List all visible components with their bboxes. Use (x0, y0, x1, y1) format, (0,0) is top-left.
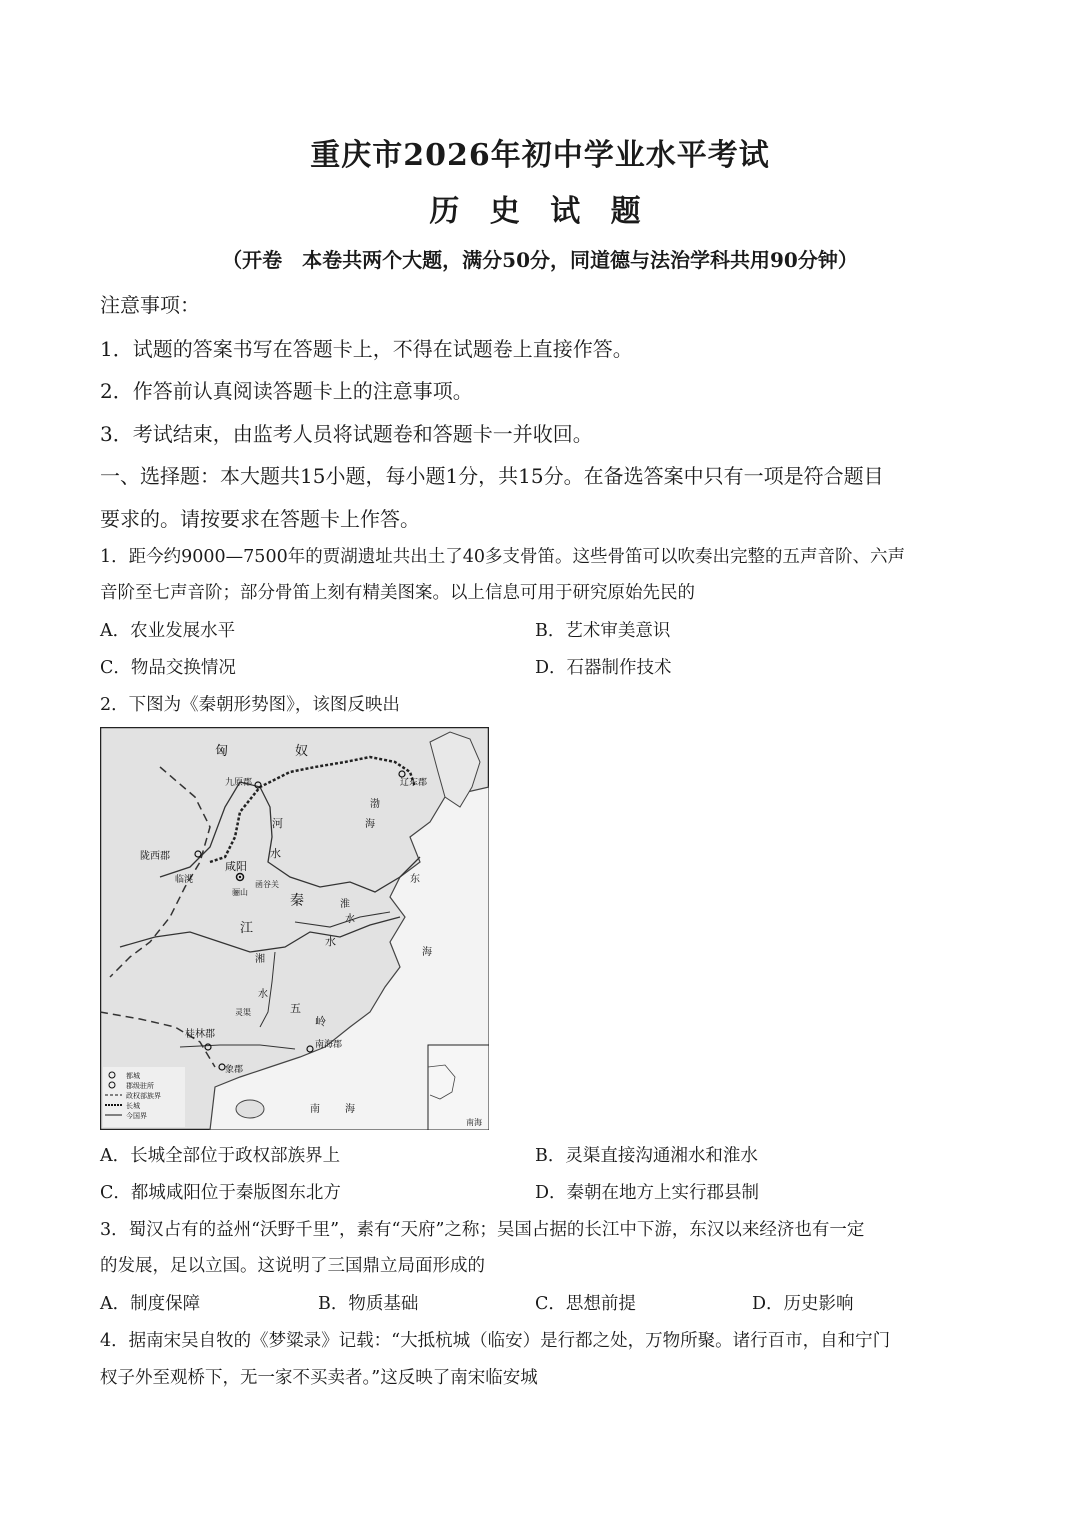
map-label: 匈 (215, 744, 229, 759)
map-inset-label: 南海 (466, 1118, 482, 1127)
map-label: 南 (310, 1104, 320, 1115)
q2-option-d: D．秦朝在地方上实行郡县制 (535, 1183, 760, 1203)
map-label: 东 (410, 874, 420, 885)
q1-option-c: C．物品交换情况 (100, 658, 236, 678)
map-label: 秦 (290, 893, 304, 909)
q1-option-a: A．农业发展水平 (100, 621, 236, 641)
map-label: 陇西郡 (140, 851, 170, 862)
legend-entry: 都城 (126, 1072, 140, 1080)
q3-option-c: C．思想前提 (535, 1294, 636, 1314)
map-label: 骊山 (232, 888, 248, 897)
exam-title: 重庆市2026年初中学业水平考试 (310, 138, 770, 173)
q3-option-b: B．物质基础 (318, 1294, 419, 1314)
qin-dynasty-map (100, 727, 489, 1130)
section-heading: 一、选择题：本大题共15小题，每小题1分，共15分。在备选答案中只有一项是符合题目 (100, 464, 884, 488)
exam-info: （开卷 本卷共两个大题，满分50分，同道德与法治学科共用90分钟） (222, 248, 858, 272)
q3-option-a: A．制度保障 (100, 1294, 201, 1314)
legend-entry: 政权部族界 (126, 1092, 161, 1100)
map-label: 水 (258, 989, 268, 1000)
map-label: 南海郡 (315, 1040, 343, 1050)
map-label: 灵渠 (235, 1008, 251, 1017)
notice-item: 3．考试结束，由监考人员将试题卷和答题卡一并收回。 (100, 422, 593, 446)
map-label: 辽东郡 (400, 778, 428, 788)
map-label: 函谷关 (255, 880, 279, 889)
q2-option-c: C．都城咸阳位于秦版图东北方 (100, 1183, 341, 1203)
map-label: 咸阳 (225, 860, 247, 873)
q1-option-d: D．石器制作技术 (535, 658, 672, 678)
legend-entry: 今国界 (126, 1112, 147, 1120)
map-label: 海 (345, 1104, 355, 1115)
map-label: 桂林郡 (185, 1029, 215, 1040)
subject-title: 历 史 试 题 (429, 194, 651, 229)
map-label: 奴 (295, 744, 309, 759)
notice-item: 1．试题的答案书写在答题卡上，不得在试题卷上直接作答。 (100, 337, 633, 361)
question-2-stem: 2．下图为《秦朝形势图》，该图反映出 (100, 695, 400, 715)
q2-option-b: B．灵渠直接沟通湘水和淮水 (535, 1146, 758, 1166)
map-label: 海 (365, 819, 375, 830)
q1-option-b: B．艺术审美意识 (535, 621, 671, 641)
map-label: 海 (422, 947, 432, 958)
map-label: 水 (345, 914, 355, 925)
question-1-stem-cont: 音阶至七声音阶；部分骨笛上刻有精美图案。以上信息可用于研究原始先民的 (100, 583, 695, 603)
map-label: 湘 (255, 954, 265, 965)
q3-option-d: D．历史影响 (752, 1294, 854, 1314)
map-label: 淮 (340, 899, 350, 910)
question-1-stem: 1．距今约9000—7500年的贾湖遗址共出土了40多支骨笛。这些骨笛可以吹奏出完整的五声音阶、六声 (100, 547, 905, 567)
map-label: 渤 (370, 799, 380, 810)
map-label: 水 (270, 847, 281, 860)
q2-option-a: A．长城全部位于政权部族界上 (100, 1146, 341, 1166)
map-label: 水 (325, 935, 336, 948)
map-label: 河 (272, 817, 283, 830)
map-label: 岭 (315, 1015, 326, 1028)
legend-entry: 长城 (126, 1102, 140, 1110)
map-label: 九原郡 (225, 778, 253, 788)
map-label: 江 (240, 921, 254, 936)
map-label: 五 (290, 1002, 301, 1015)
question-3-stem: 3．蜀汉占有的益州“沃野千里”，素有“天府”之称；吴国占据的长江中下游，东汉以来经济也有一定 (100, 1220, 865, 1240)
notice-heading: 注意事项： (100, 293, 200, 317)
section-heading-cont: 要求的。请按要求在答题卡上作答。 (100, 507, 420, 531)
map-label: 临洮 (175, 875, 194, 885)
notice-item: 2．作答前认真阅读答题卡上的注意事项。 (100, 379, 473, 403)
map-label: 象郡 (225, 1065, 244, 1075)
question-4-stem: 4．据南宋吴自牧的《梦粱录》记载：“大抵杭城（临安）是行都之处，万物所聚。诸行百市，自和宁门 (100, 1331, 891, 1351)
question-4-stem-cont: 杈子外至观桥下，无一家不买卖者。”这反映了南宋临安城 (100, 1368, 538, 1388)
question-3-stem-cont: 的发展，足以立国。这说明了三国鼎立局面形成的 (100, 1256, 485, 1276)
legend-entry: 郡级驻所 (126, 1082, 154, 1090)
